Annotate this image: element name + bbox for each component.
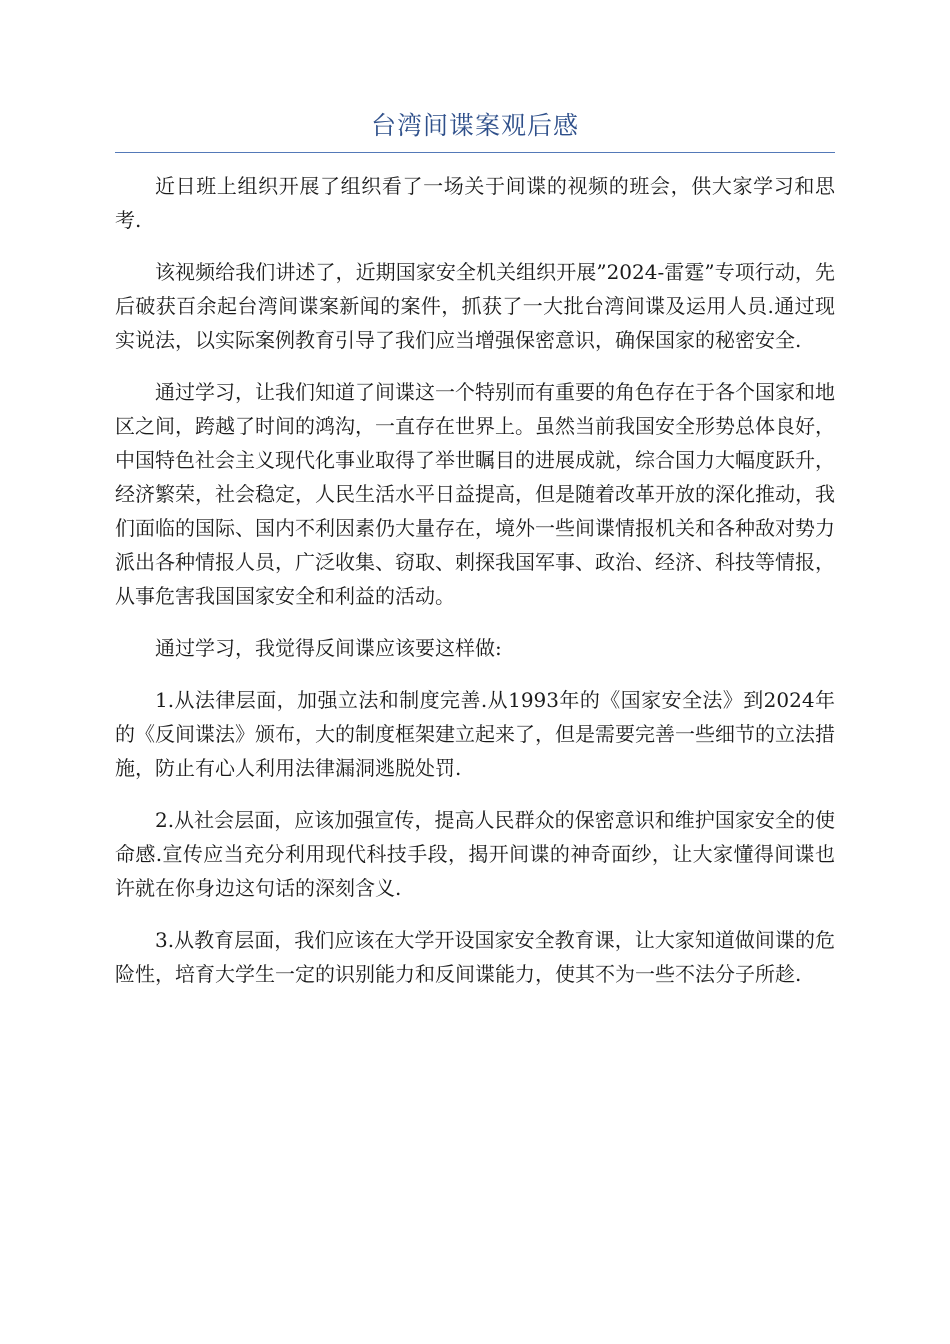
document-title: 台湾间谍案观后感 — [370, 111, 579, 140]
paragraph-reflection: 通过学习，让我们知道了间谍这一个特别而有重要的角色存在于各个国家和地区之间，跨越了时间的鸿沟，一直存在世界上。虽然当前我国安全形势总体良好，中国特色社会主义现代化事业取得了举世瞩目的进展成就，综合国力大幅度跃升，经济繁荣，社会稳定，人民生活水平日益提高，但是随着改革开放的深化推动，我们面临的国际、国内不利因素仍大量存在，境外一些间谍情报机关和各种敌对势力派出各种情报人员，广泛收集、窃取、刺探我国军事、政治、经济、科技等情报，从事危害我国国家安全和利益的活动。 — [115, 380, 835, 608]
paragraph-video-summary: 该视频给我们讲述了，近期国家安全机关组织开展”2024-雷霆”专项行动，先后破获百余起台湾间谍案新闻的案件，抓获了一大批台湾间谍及运用人员.通过现实说法，以实际案例教育引导了我们应当增强保密意识，确保国家的秘密安全. — [115, 260, 835, 352]
paragraph-intro: 近日班上组织开展了组织看了一场关于间谍的视频的班会，供大家学习和思考. — [115, 174, 835, 232]
title-underline — [115, 152, 835, 153]
paragraph-point-society: 2.从社会层面，应该加强宣传，提高人民群众的保密意识和维护国家安全的使命感.宣传应当充分利用现代科技手段，揭开间谍的神奇面纱，让大家懂得间谍也许就在你身边这句话的深刻含义. — [115, 808, 835, 900]
paragraph-proposal-lead: 通过学习，我觉得反间谍应该要这样做: — [155, 636, 502, 660]
document-page — [115, 108, 835, 1009]
paragraph-point-law: 1.从法律层面，加强立法和制度完善.从1993年的《国家安全法》到2024年的《反间谍法》颁布，大的制度框架建立起来了，但是需要完善一些细节的立法措施，防止有心人利用法律漏洞逃脱处罚. — [115, 688, 835, 780]
paragraph-point-education: 3.从教育层面，我们应该在大学开设国家安全教育课，让大家知道做间谍的危险性，培育大学生一定的识别能力和反间谍能力，使其不为一些不法分子所趁. — [115, 928, 835, 986]
